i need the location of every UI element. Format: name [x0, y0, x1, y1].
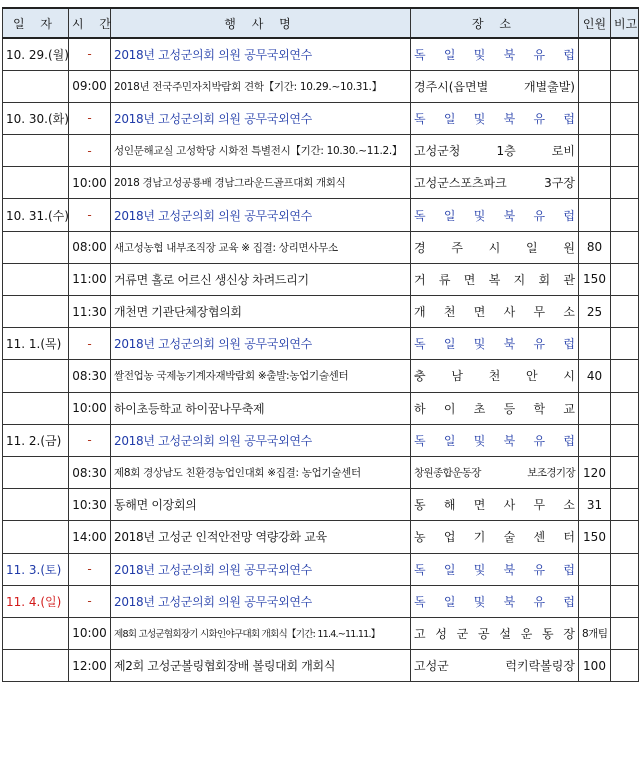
table-row	[3, 650, 639, 682]
table-row	[3, 456, 639, 488]
cell-count: 150	[579, 521, 611, 553]
cell-event: 2018년 고성군의회 의원 공무국외연수	[111, 585, 411, 617]
cell-date	[3, 167, 69, 199]
cell-time: 11:30	[69, 296, 111, 328]
cell-note	[611, 650, 639, 682]
table-row	[3, 102, 639, 134]
cell-event: 새고성농협 내부조직장 교육 ※ 집결: 상리면사무소	[111, 231, 411, 263]
cell-event: 성인문해교실 고성학당 시화전 특별전시【기간: 10.30.~11.2.】	[111, 135, 411, 167]
cell-date: 11. 3.(토)	[3, 553, 69, 585]
cell-date	[3, 263, 69, 295]
cell-count	[579, 392, 611, 424]
cell-place: 창원종합운동장 보조경기장	[411, 456, 579, 488]
cell-place: 독 일 및 북 유 럽	[411, 102, 579, 134]
cell-event: 2018년 고성군의회 의원 공무국외연수	[111, 328, 411, 360]
table-row	[3, 135, 639, 167]
cell-time: -	[69, 135, 111, 167]
cell-time: -	[69, 38, 111, 70]
cell-date: 10. 30.(화)	[3, 102, 69, 134]
cell-place: 개 천 면 사 무 소	[411, 296, 579, 328]
table-row	[3, 553, 639, 585]
cell-date	[3, 521, 69, 553]
cell-date	[3, 456, 69, 488]
cell-count: 25	[579, 296, 611, 328]
cell-note	[611, 296, 639, 328]
cell-note	[611, 38, 639, 70]
table-row	[3, 231, 639, 263]
cell-note	[611, 617, 639, 649]
cell-note	[611, 553, 639, 585]
cell-count	[579, 135, 611, 167]
cell-date	[3, 70, 69, 102]
cell-count: 40	[579, 360, 611, 392]
cell-place: 농 업 기 술 센 터	[411, 521, 579, 553]
cell-count: 8개팀	[579, 617, 611, 649]
cell-count	[579, 328, 611, 360]
cell-count	[579, 102, 611, 134]
cell-count	[579, 167, 611, 199]
cell-date: 11. 2.(금)	[3, 424, 69, 456]
table-row	[3, 296, 639, 328]
cell-note	[611, 199, 639, 231]
table-row	[3, 263, 639, 295]
cell-place: 고성군청 1층 로비	[411, 135, 579, 167]
header-count: 인원	[579, 8, 611, 38]
cell-event: 개천면 기관단체장협의회	[111, 296, 411, 328]
cell-note	[611, 231, 639, 263]
cell-event: 2018 경남고성공룡배 경남그라운드골프대회 개회식	[111, 167, 411, 199]
table-row	[3, 199, 639, 231]
header-date: 일 자	[3, 8, 69, 38]
cell-note	[611, 360, 639, 392]
cell-time: 14:00	[69, 521, 111, 553]
cell-place: 독 일 및 북 유 럽	[411, 424, 579, 456]
cell-date	[3, 135, 69, 167]
cell-event: 2018년 전국주민자치박람회 견학【기간: 10.29.~10.31.】	[111, 70, 411, 102]
cell-note	[611, 392, 639, 424]
cell-date: 10. 29.(월)	[3, 38, 69, 70]
cell-count: 120	[579, 456, 611, 488]
cell-count: 100	[579, 650, 611, 682]
cell-time: 10:00	[69, 167, 111, 199]
header-note: 비고	[611, 8, 639, 38]
table-row	[3, 585, 639, 617]
cell-count	[579, 70, 611, 102]
cell-note	[611, 135, 639, 167]
cell-date	[3, 392, 69, 424]
cell-place: 독 일 및 북 유 럽	[411, 199, 579, 231]
table-row	[3, 328, 639, 360]
cell-note	[611, 328, 639, 360]
cell-time: -	[69, 328, 111, 360]
cell-count	[579, 424, 611, 456]
cell-count	[579, 553, 611, 585]
cell-place: 독 일 및 북 유 럽	[411, 38, 579, 70]
cell-count	[579, 38, 611, 70]
cell-time: -	[69, 553, 111, 585]
cell-count	[579, 585, 611, 617]
cell-note	[611, 521, 639, 553]
cell-event: 제8회 고성군협회장기 시화인야구대회 개회식【기간: 11.4.~11.11.】	[111, 617, 411, 649]
cell-time: 11:00	[69, 263, 111, 295]
cell-event: 2018년 고성군의회 의원 공무국외연수	[111, 38, 411, 70]
table-row	[3, 38, 639, 70]
cell-note	[611, 167, 639, 199]
cell-date: 11. 1.(목)	[3, 328, 69, 360]
cell-event: 거류면 홀로 어르신 생신상 차려드리기	[111, 263, 411, 295]
header-time: 시 간	[69, 8, 111, 38]
cell-event: 2018년 고성군의회 의원 공무국외연수	[111, 102, 411, 134]
cell-event: 하이초등학교 하이꿈나무축제	[111, 392, 411, 424]
cell-place: 경주시(읍면별 개별출발)	[411, 70, 579, 102]
cell-note	[611, 456, 639, 488]
cell-count	[579, 199, 611, 231]
cell-place: 고성군스포츠파크 3구장	[411, 167, 579, 199]
cell-date	[3, 489, 69, 521]
cell-time: 08:00	[69, 231, 111, 263]
cell-place: 경 주 시 일 원	[411, 231, 579, 263]
cell-date: 11. 4.(일)	[3, 585, 69, 617]
cell-count: 150	[579, 263, 611, 295]
cell-event: 제8회 경상남도 친환경농업인대회 ※집결: 농업기술센터	[111, 456, 411, 488]
cell-place: 거 류 면 복 지 회 관	[411, 263, 579, 295]
cell-event: 쌀전업농 국제농기계자재박람회 ※출발:농업기술센터	[111, 360, 411, 392]
cell-event: 제2회 고성군볼링협회장배 볼링대회 개회식	[111, 650, 411, 682]
cell-time: 10:00	[69, 617, 111, 649]
cell-time: -	[69, 199, 111, 231]
header-event: 행 사 명	[111, 8, 411, 38]
cell-date: 10. 31.(수)	[3, 199, 69, 231]
cell-place: 충 남 천 안 시	[411, 360, 579, 392]
table-row	[3, 617, 639, 649]
cell-event: 2018년 고성군의회 의원 공무국외연수	[111, 199, 411, 231]
cell-note	[611, 585, 639, 617]
table-row	[3, 489, 639, 521]
cell-event: 2018년 고성군의회 의원 공무국외연수	[111, 553, 411, 585]
cell-date	[3, 617, 69, 649]
cell-place: 고 성 군 공 설 운 동 장	[411, 617, 579, 649]
cell-time: -	[69, 102, 111, 134]
schedule-table	[2, 7, 639, 682]
table-row	[3, 167, 639, 199]
cell-time: 09:00	[69, 70, 111, 102]
cell-place: 독 일 및 북 유 럽	[411, 553, 579, 585]
cell-date	[3, 650, 69, 682]
table-row	[3, 360, 639, 392]
header-row	[3, 8, 639, 38]
cell-note	[611, 102, 639, 134]
cell-date	[3, 296, 69, 328]
cell-date	[3, 360, 69, 392]
cell-time: -	[69, 585, 111, 617]
cell-date	[3, 231, 69, 263]
cell-note	[611, 489, 639, 521]
cell-place: 독 일 및 북 유 럽	[411, 328, 579, 360]
cell-event: 2018년 고성군의회 의원 공무국외연수	[111, 424, 411, 456]
cell-count: 80	[579, 231, 611, 263]
cell-note	[611, 70, 639, 102]
table-row	[3, 70, 639, 102]
cell-note	[611, 424, 639, 456]
cell-place: 독 일 및 북 유 럽	[411, 585, 579, 617]
cell-place: 하 이 초 등 학 교	[411, 392, 579, 424]
table-row	[3, 392, 639, 424]
cell-place: 고성군 럭키락볼링장	[411, 650, 579, 682]
cell-time: 10:00	[69, 392, 111, 424]
cell-event: 동해면 이장회의	[111, 489, 411, 521]
cell-count: 31	[579, 489, 611, 521]
cell-time: -	[69, 424, 111, 456]
table-row	[3, 424, 639, 456]
cell-event: 2018년 고성군 인적안전망 역량강화 교육	[111, 521, 411, 553]
header-place: 장 소	[411, 8, 579, 38]
cell-time: 08:30	[69, 456, 111, 488]
cell-place: 동 해 면 사 무 소	[411, 489, 579, 521]
cell-time: 12:00	[69, 650, 111, 682]
table-row	[3, 521, 639, 553]
cell-note	[611, 263, 639, 295]
cell-time: 08:30	[69, 360, 111, 392]
cell-time: 10:30	[69, 489, 111, 521]
